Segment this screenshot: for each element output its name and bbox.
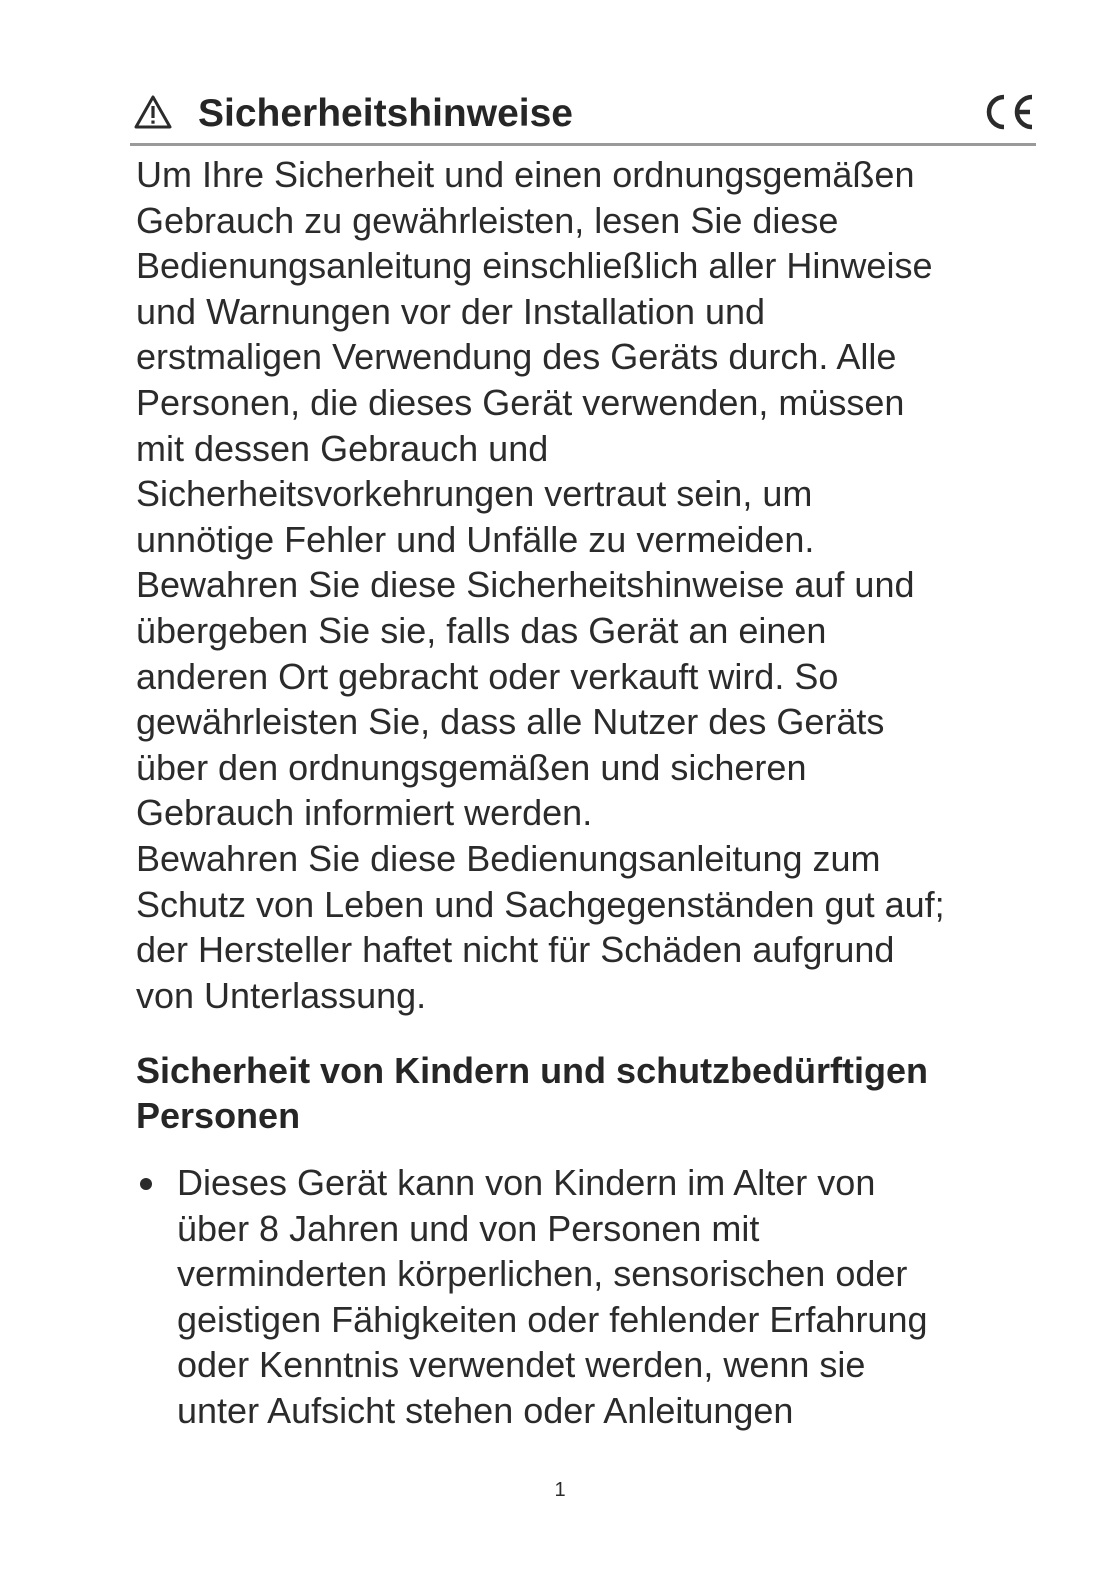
text-line: der Hersteller haftet nicht für Schäden aufgrund: [136, 929, 895, 971]
text-line: oder Kenntnis verwendet werden, wenn sie: [177, 1344, 866, 1386]
text-line: und Warnungen vor der Installation und: [136, 290, 766, 332]
bullet-icon: [140, 1178, 152, 1190]
text-line: geistigen Fähigkeiten oder fehlender Erfahrung: [177, 1298, 928, 1340]
text-line: Gebrauch informiert werden.: [136, 792, 593, 834]
page-number: 1: [554, 1479, 566, 1501]
text-line: Gebrauch zu gewährleisten, lesen Sie diese: [136, 199, 839, 241]
text-line: Bewahren Sie diese Bedienungsanleitung zum: [136, 837, 881, 879]
text-line: Dieses Gerät kann von Kindern im Alter von: [177, 1162, 876, 1203]
text-line: Um Ihre Sicherheit und einen ordnungsgemäßen: [136, 154, 915, 195]
section-heading: [136, 1048, 1036, 1138]
page-header: [130, 88, 1036, 146]
text-line: übergeben Sie sie, falls das Gerät an einen: [136, 609, 827, 651]
text-line: über den ordnungsgemäßen und sicheren: [136, 746, 807, 788]
warning-triangle-icon: [133, 94, 173, 130]
heading-line: Sicherheit von Kindern und schutzbedürftigen: [136, 1050, 929, 1091]
text-line: über 8 Jahren und von Personen mit: [177, 1207, 760, 1249]
text-line: unnötige Fehler und Unfälle zu vermeiden.: [136, 518, 815, 560]
text-line: Personen, die dieses Gerät verwenden, müssen: [136, 381, 905, 423]
text-line: anderen Ort gebracht oder verkauft wird. So: [136, 655, 839, 697]
text-line: verminderten körperlichen, sensorischen oder: [177, 1253, 908, 1295]
ce-mark-icon: [982, 92, 1034, 132]
text-line: mit dessen Gebrauch und: [136, 427, 549, 469]
text-line: von Unterlassung.: [136, 974, 427, 1016]
page-title: Sicherheitshinweise: [198, 92, 573, 135]
text-line: unter Aufsicht stehen oder Anleitungen: [177, 1389, 794, 1431]
text-line: Schutz von Leben und Sachgegenständen gut auf;: [136, 883, 945, 925]
text-line: Sicherheitsvorkehrungen vertraut sein, um: [136, 473, 813, 515]
text-line: erstmaligen Verwendung des Geräts durch. Alle: [136, 336, 897, 378]
text-line: Bedienungsanleitung einschließlich aller Hinweise: [136, 245, 933, 287]
intro-paragraph: [136, 152, 1036, 1018]
text-line: gewährleisten Sie, dass alle Nutzer des Geräts: [136, 701, 885, 743]
bullet-text: [177, 1160, 928, 1434]
text-line: Bewahren Sie diese Sicherheitshinweise auf und: [136, 564, 915, 606]
heading-line: Personen: [136, 1095, 301, 1136]
